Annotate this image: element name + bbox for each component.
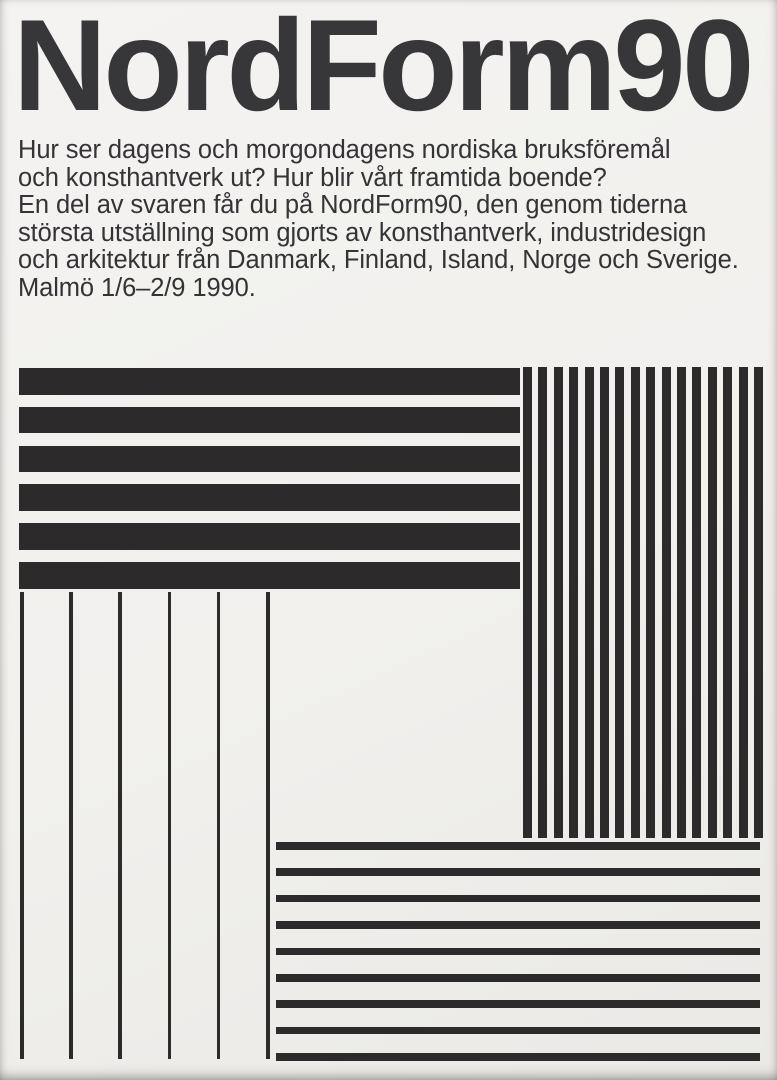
stripe xyxy=(276,974,760,982)
poster-title: NordForm90 xyxy=(13,0,751,138)
stripe xyxy=(217,592,221,1059)
stripe xyxy=(677,367,686,838)
stripe xyxy=(739,367,748,838)
stripe xyxy=(276,921,760,929)
stripe xyxy=(19,446,520,473)
stripe xyxy=(19,523,520,550)
intro-line: och arkitektur från Danmark, Finland, Island, Norge och Sverige. xyxy=(18,246,739,275)
stripe xyxy=(585,367,594,838)
stripe xyxy=(19,484,520,511)
stripe xyxy=(631,367,640,838)
intro-line: Malmö 1/6–2/9 1990. xyxy=(18,273,256,302)
stripe xyxy=(662,367,671,838)
stripe xyxy=(276,868,760,876)
stripe xyxy=(276,895,760,903)
stripe xyxy=(266,592,270,1059)
stripe xyxy=(708,367,717,838)
stripe xyxy=(168,592,172,1059)
stripe xyxy=(615,367,624,838)
stripe xyxy=(569,367,578,838)
stripe xyxy=(723,367,732,838)
stripe xyxy=(19,407,520,434)
stripe xyxy=(523,367,532,838)
stripe xyxy=(754,367,763,838)
stripe xyxy=(276,1000,760,1008)
stripe xyxy=(276,1053,760,1061)
stripe xyxy=(538,367,547,838)
intro-line: största utställning som gjorts av konsthantverk, industridesign xyxy=(18,218,707,247)
stripe xyxy=(118,592,122,1059)
stripe xyxy=(600,367,609,838)
intro-line: och konsthantverk ut? Hur blir vårt framtida boende? xyxy=(18,163,607,192)
stripe xyxy=(69,592,73,1059)
stripe xyxy=(276,1027,760,1035)
stripe xyxy=(276,842,760,850)
stripe xyxy=(554,367,563,838)
intro-line: Hur ser dagens och morgondagens nordiska bruksföremål xyxy=(18,136,671,164)
stripe xyxy=(276,948,760,956)
stripe xyxy=(19,368,520,395)
intro-line: En del av svaren får du på NordForm90, den genom tiderna xyxy=(18,191,688,220)
stripe xyxy=(692,367,701,838)
stripe xyxy=(19,562,520,589)
stripe xyxy=(646,367,655,838)
stripe xyxy=(20,592,24,1059)
